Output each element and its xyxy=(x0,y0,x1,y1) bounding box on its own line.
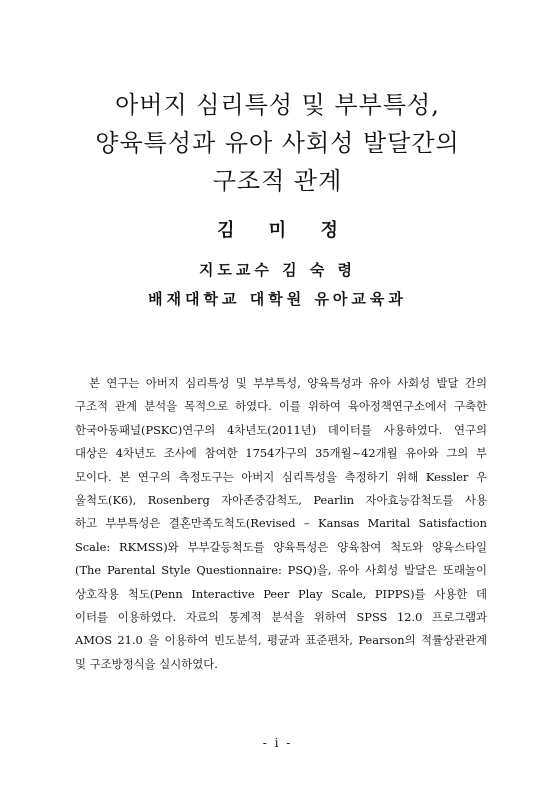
advisor-line: 지도교수 김 숙 령 xyxy=(198,261,357,279)
page-number: - i - xyxy=(262,736,293,750)
title-line-3: 구조적 관계 xyxy=(212,167,343,195)
affiliation-line: 배재대학교 대학원 유아교육과 xyxy=(148,290,407,308)
abstract-line: (The Parental Style Questionnaire: PSQ)을, 유아 사회성 발달은 또래놀이 xyxy=(75,563,487,578)
abstract-line: 및 구조방정식을 실시하였다. xyxy=(75,656,218,671)
abstract-line: 상호작용 척도(Penn Interactive Peer Play Scale, PIPPS)를 사용한 데 xyxy=(75,586,487,601)
abstract-line: 대상은 4차년도 조사에 참여한 1754가구의 35개월~42개월 유아와 그의 부 xyxy=(75,446,487,461)
abstract-line: 모이다. 본 연구의 측정도구는 아버지 심리특성을 측정하기 위해 Kessler 우 xyxy=(75,469,487,484)
title-line-1: 아버지 심리특성 및 부부특성, xyxy=(115,91,440,119)
abstract-line: 하고 부부특성은 결혼만족도척도(Revised – Kansas Marital Satisfaction xyxy=(75,516,487,531)
abstract-line: AMOS 21.0 을 이용하여 빈도분석, 평균과 표준편차, Pearson의 적률상관관계 xyxy=(75,633,487,648)
abstract-line: 울척도(K6), Rosenberg 자아존중감척도, Pearlin 자아효능감척도를 사용 xyxy=(75,493,487,508)
abstract-body xyxy=(75,372,487,676)
abstract-line: 본 연구는 아버지 심리특성 및 부부특성, 양육특성과 유아 사회성 발달 간의 xyxy=(89,376,487,390)
abstract-line: 이터를 이용하였다. 자료의 통계적 분석을 위하여 SPSS 12.0 프로그램과 xyxy=(75,610,487,625)
author-name: 김 미 정 xyxy=(217,220,352,241)
abstract-line: Scale: RKMSS)와 부부갈등척도를 양육특성은 양육참여 척도와 양육스타일 xyxy=(75,539,487,554)
abstract-line: 한국아동패널(PSKC)연구의 4차년도(2011년) 데이터를 사용하였다. 연구의 xyxy=(75,422,487,437)
thesis-title xyxy=(0,86,555,200)
abstract-line: 구조적 관계 분석을 목적으로 하였다. 이를 위하여 육아정책연구소에서 구축한 xyxy=(75,399,487,414)
title-line-2: 양육특성과 유아 사회성 발달간의 xyxy=(95,129,460,157)
